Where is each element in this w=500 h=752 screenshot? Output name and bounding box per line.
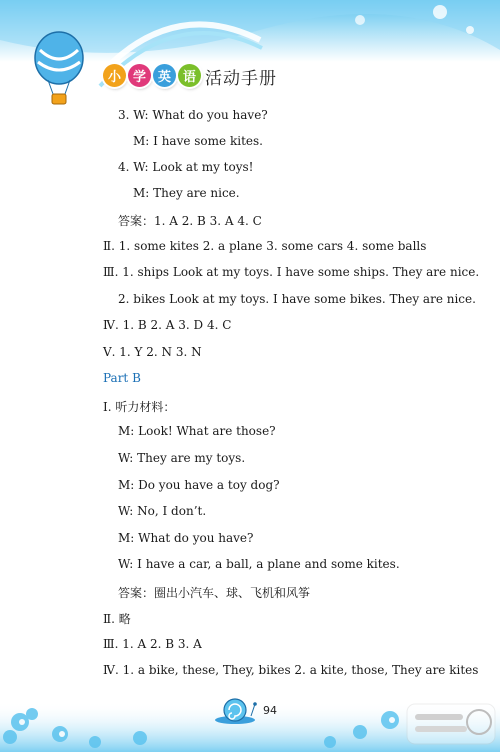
text-line: Ⅴ. 1. Y 2. N 3. N: [103, 345, 202, 359]
text-line: 3. W: What do you have?: [118, 108, 268, 122]
hot-air-balloon-icon: [30, 28, 88, 108]
answer-line: 答案：圈出小汽车、球、飞机和风筝: [118, 586, 311, 600]
title-char-xiao: 小: [103, 64, 126, 87]
title-char-xue: 学: [128, 64, 151, 87]
text-line: M: What do you have?: [118, 531, 254, 545]
snail-icon: [213, 696, 259, 724]
book-title: 活动手册: [205, 69, 277, 89]
section-heading-part-b: Part B: [103, 371, 141, 385]
text-line: M: I have some kites.: [133, 134, 263, 148]
text-line: Ⅰ. 听力材料：: [103, 400, 176, 414]
page-header: [0, 0, 500, 110]
title-char-yu: 语: [178, 64, 201, 87]
text-line: M: They are nice.: [133, 186, 240, 200]
text-line: 2. bikes Look at my toys. I have some bikes. They are nice.: [118, 292, 476, 306]
text-line: W: They are my toys.: [118, 451, 246, 465]
text-line: M: Look! What are those?: [118, 424, 276, 438]
text-line: Ⅳ. 1. B 2. A 3. D 4. C: [103, 318, 232, 332]
site-watermark-logo: [405, 700, 497, 748]
text-line: W: No, I don’t.: [118, 504, 207, 518]
text-line: Ⅱ. 1. some kites 2. a plane 3. some cars 4. some balls: [103, 239, 427, 253]
text-line: Ⅲ. 1. ships Look at my toys. I have some ships. They are nice.: [103, 265, 480, 279]
page-number: 94: [263, 704, 277, 717]
text-line: Ⅲ. 1. A 2. B 3. A: [103, 637, 202, 651]
text-line: Ⅳ. 1. a bike, these, They, bikes 2. a kite, those, They are kites: [103, 663, 479, 677]
text-line: 4. W: Look at my toys!: [118, 160, 254, 174]
text-line: M: Do you have a toy dog?: [118, 478, 280, 492]
title-char-ying: 英: [153, 64, 176, 87]
text-line: Ⅱ. 略: [103, 612, 131, 626]
text-line: W: I have a car, a ball, a plane and some kites.: [118, 557, 400, 571]
answer-line: 答案：1. A 2. B 3. A 4. C: [118, 214, 262, 228]
